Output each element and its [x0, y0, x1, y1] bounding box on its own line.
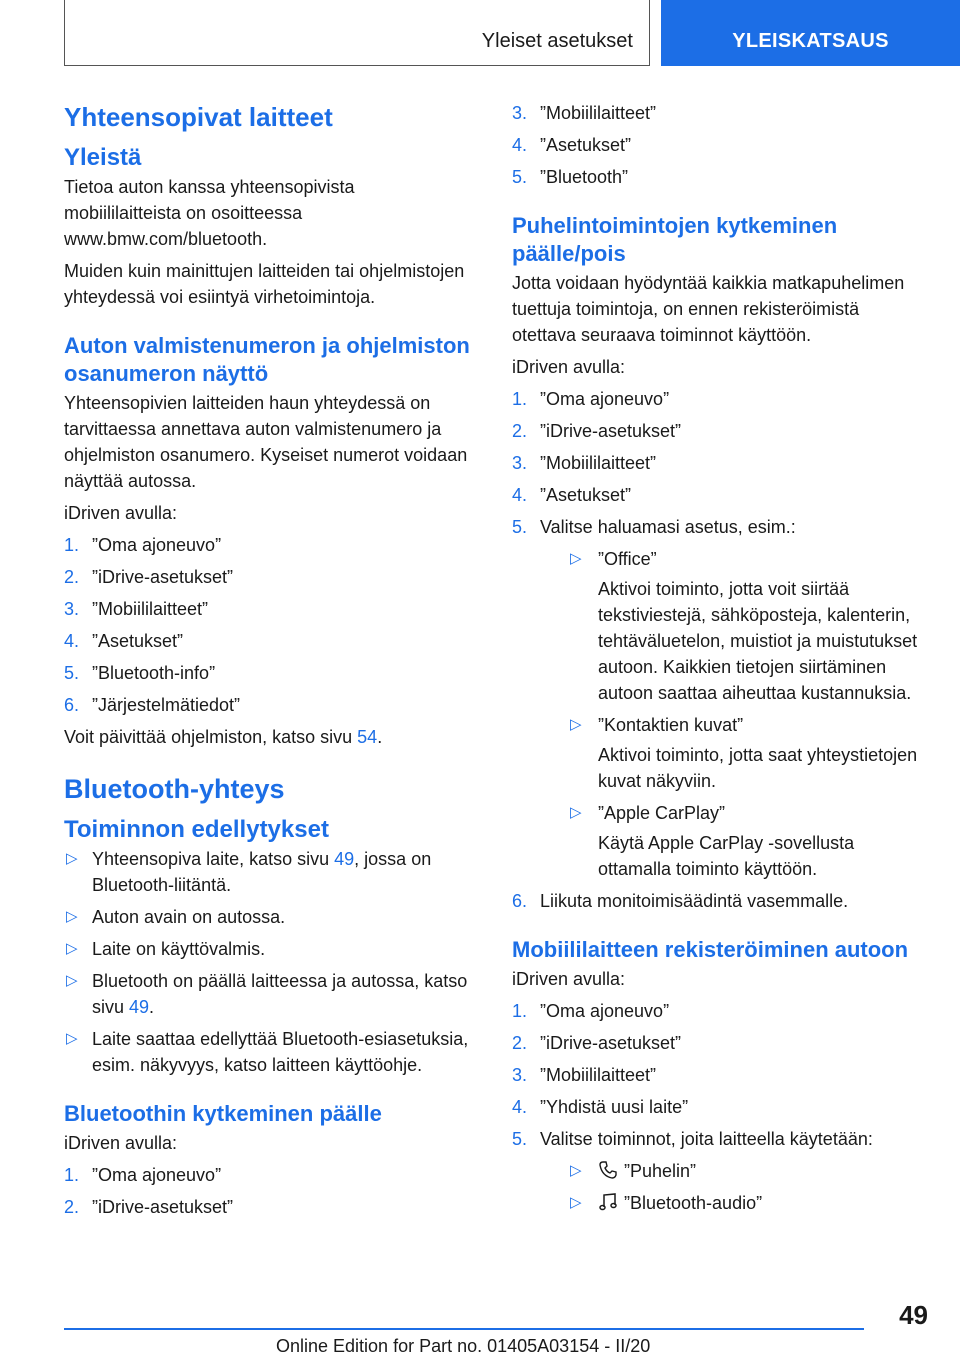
list-item: ▷ ”Kontaktien kuvat” Aktivoi toiminto, jotta saat yhteystietojen kuvat näkyviin.: [568, 712, 924, 794]
software-update-note: Voit päivittää ohjelmiston, katso sivu 54.: [64, 727, 383, 747]
page-number: 49: [899, 1300, 928, 1330]
list-item: 6. Liikuta monitoimisäädintä vasemmalle.: [512, 891, 849, 911]
list-item: 1. ”Oma ajoneuvo”: [512, 1001, 670, 1021]
triangle-bullet-icon: ▷: [570, 804, 582, 821]
phone-options-list: [540, 546, 924, 882]
list-item: ▷ Bluetooth on päällä laitteessa ja autossa, katso sivu 49.: [64, 968, 476, 1020]
list-item: ▷ ”Puhelin”: [568, 1158, 924, 1184]
general-paragraph-2: Muiden kuin mainittujen laitteiden tai ohjelmistojen yhteydessä voi esiintyä virhetoimintoja.: [64, 261, 465, 307]
footer-edition-text: Online Edition for Part no. 01405A03154 - II/20: [276, 1336, 651, 1356]
heading-enable-bluetooth: Bluetoothin kytkeminen päälle: [64, 1101, 382, 1126]
register-idrive-label: iDriven avulla:: [512, 969, 626, 989]
list-item: 2. ”iDrive-asetukset”: [64, 567, 234, 587]
triangle-bullet-icon: ▷: [570, 716, 582, 733]
list-item: 2. ”iDrive-asetukset”: [512, 421, 682, 441]
phone-steps-list: [512, 386, 924, 914]
list-item: 3. ”Mobiililaitteet”: [512, 103, 657, 123]
list-item: 4. ”Asetukset”: [512, 485, 632, 505]
list-item: 4. ”Yhdistä uusi laite”: [512, 1097, 689, 1117]
list-item: ▷ ”Office” Aktivoi toiminto, jotta voit siirtää tekstiviestejä, sähköposteja, kalenterin, tehtäväluetelon, muistiot ja muistutukset autoon. Kaikkien tietojen siirtäminen autoon saattaa aiheuttaa kustannuksia.: [568, 546, 924, 706]
list-item: ▷ Laite saattaa edellyttää Bluetooth-esiasetuksia, esim. näkyvyys, katso laitteen käyttöohje.: [64, 1026, 476, 1078]
header-section-box: [64, 0, 650, 66]
page-link-54[interactable]: 54: [357, 727, 378, 747]
list-item: ▷ ”Bluetooth-audio”: [568, 1190, 924, 1216]
list-item: 2. ”iDrive-asetukset”: [64, 1197, 234, 1217]
list-item: ▷ Auton avain on autossa.: [64, 904, 476, 930]
list-item: 1. ”Oma ajoneuvo”: [64, 1165, 222, 1185]
header-chapter-tab: [661, 0, 960, 66]
list-item: ▷ Yhteensopiva laite, katso sivu 49, jossa on Bluetooth-liitäntä.: [64, 846, 476, 898]
triangle-bullet-icon: ▷: [66, 972, 78, 989]
list-item: 1. ”Oma ajoneuvo”: [64, 535, 222, 555]
list-item: 6. ”Järjestelmätiedot”: [64, 695, 241, 715]
right-column: [512, 100, 924, 1222]
phone-idrive-label: iDriven avulla:: [512, 357, 626, 377]
prerequisites-list: [64, 846, 476, 1078]
list-item: 5. ”Bluetooth-info”: [64, 663, 216, 683]
list-item: 5. Valitse toiminnot, joita laitteella käytetään: ▷ ”Puhelin” ▷ ”Bluetooth-audio”: [512, 1126, 924, 1216]
triangle-bullet-icon: ▷: [66, 908, 78, 925]
music-note-icon: [598, 1192, 618, 1212]
header-section-title: Yleiset asetukset: [481, 30, 633, 52]
general-paragraph-1: Tietoa auton kanssa yhteensopivista mobiililaitteista on osoitteessa www.bmw.com/bluetooth.: [64, 177, 355, 249]
heading-register-device: Mobiililaitteen rekisteröiminen autoon: [512, 937, 909, 962]
register-functions-list: [540, 1158, 924, 1216]
section-title-compatible-devices: Yhteensopivat laitteet: [64, 102, 333, 132]
list-item: 5. Valitse haluamasi asetus, esim.: ▷ ”Office” Aktivoi toiminto, jotta voit siirtää tekstiviestejä, sähköposteja, kalenterin, tehtäväluetelon, muistiot ja muistutukset autoon. Kaikkien tietojen siirtäminen autoon saattaa aiheuttaa kustannuksia. ▷ ”Kontaktien kuvat” Aktivoi toiminto, jotta saat yhteystietojen kuvat näkyviin. ▷ ”Apple CarPlay” Käytä Apple CarPlay -sovellusta ottamalla toiminto käyttöön.: [512, 514, 924, 882]
list-item: 2. ”iDrive-asetukset”: [512, 1033, 682, 1053]
triangle-bullet-icon: ▷: [66, 850, 78, 867]
enable-idrive-label: iDriven avulla:: [64, 1133, 178, 1153]
page-link-49[interactable]: 49: [129, 997, 150, 1017]
heading-phone-functions: Puhelintoimintojen kytkeminen päälle/pois: [512, 213, 838, 266]
list-item: 3. ”Mobiililaitteet”: [512, 1065, 657, 1085]
vin-steps-list: [64, 532, 476, 718]
list-item: ▷ Laite on käyttövalmis.: [64, 936, 476, 962]
phone-icon: [598, 1160, 618, 1180]
list-item: 3. ”Mobiililaitteet”: [64, 599, 209, 619]
list-item: 1. ”Oma ajoneuvo”: [512, 389, 670, 409]
list-item: 4. ”Asetukset”: [64, 631, 184, 651]
triangle-bullet-icon: ▷: [570, 1162, 582, 1179]
page-link-49[interactable]: 49: [334, 849, 355, 869]
enable-steps-list-continued: [512, 100, 924, 190]
vin-paragraph: Yhteensopivien laitteiden haun yhteydessä on tarvittaessa annettava auton valmistenumero ja ohjelmiston osanumero. Kyseiset numerot voidaan näyttää autossa.: [64, 393, 468, 491]
triangle-bullet-icon: ▷: [66, 940, 78, 957]
heading-vin-display: Auton valmistenumeron ja ohjelmiston osanumeron näyttö: [64, 333, 470, 386]
section-title-bluetooth: Bluetooth-yhteys: [64, 774, 285, 804]
footer-divider: [64, 1328, 864, 1330]
header-chapter-title: YLEISKATSAUS: [732, 30, 889, 52]
list-item: 5. ”Bluetooth”: [512, 167, 629, 187]
triangle-bullet-icon: ▷: [66, 1030, 78, 1047]
list-item: 3. ”Mobiililaitteet”: [512, 453, 657, 473]
vin-idrive-label: iDriven avulla:: [64, 503, 178, 523]
heading-prerequisites: Toiminnon edellytykset: [64, 816, 329, 843]
triangle-bullet-icon: ▷: [570, 550, 582, 567]
triangle-bullet-icon: ▷: [570, 1194, 582, 1211]
heading-general: Yleistä: [64, 144, 142, 171]
list-item: ▷ ”Apple CarPlay” Käytä Apple CarPlay -sovellusta ottamalla toiminto käyttöön.: [568, 800, 924, 882]
register-steps-list: [512, 998, 924, 1216]
list-item: 4. ”Asetukset”: [512, 135, 632, 155]
left-column: [64, 100, 476, 1226]
phone-paragraph: Jotta voidaan hyödyntää kaikkia matkapuhelimen tuettuja toimintoja, on ennen rekisteröimistä otettava seuraava toiminnot käyttöön.: [512, 273, 905, 345]
enable-steps-list: [64, 1162, 476, 1220]
page-header: [0, 0, 960, 66]
